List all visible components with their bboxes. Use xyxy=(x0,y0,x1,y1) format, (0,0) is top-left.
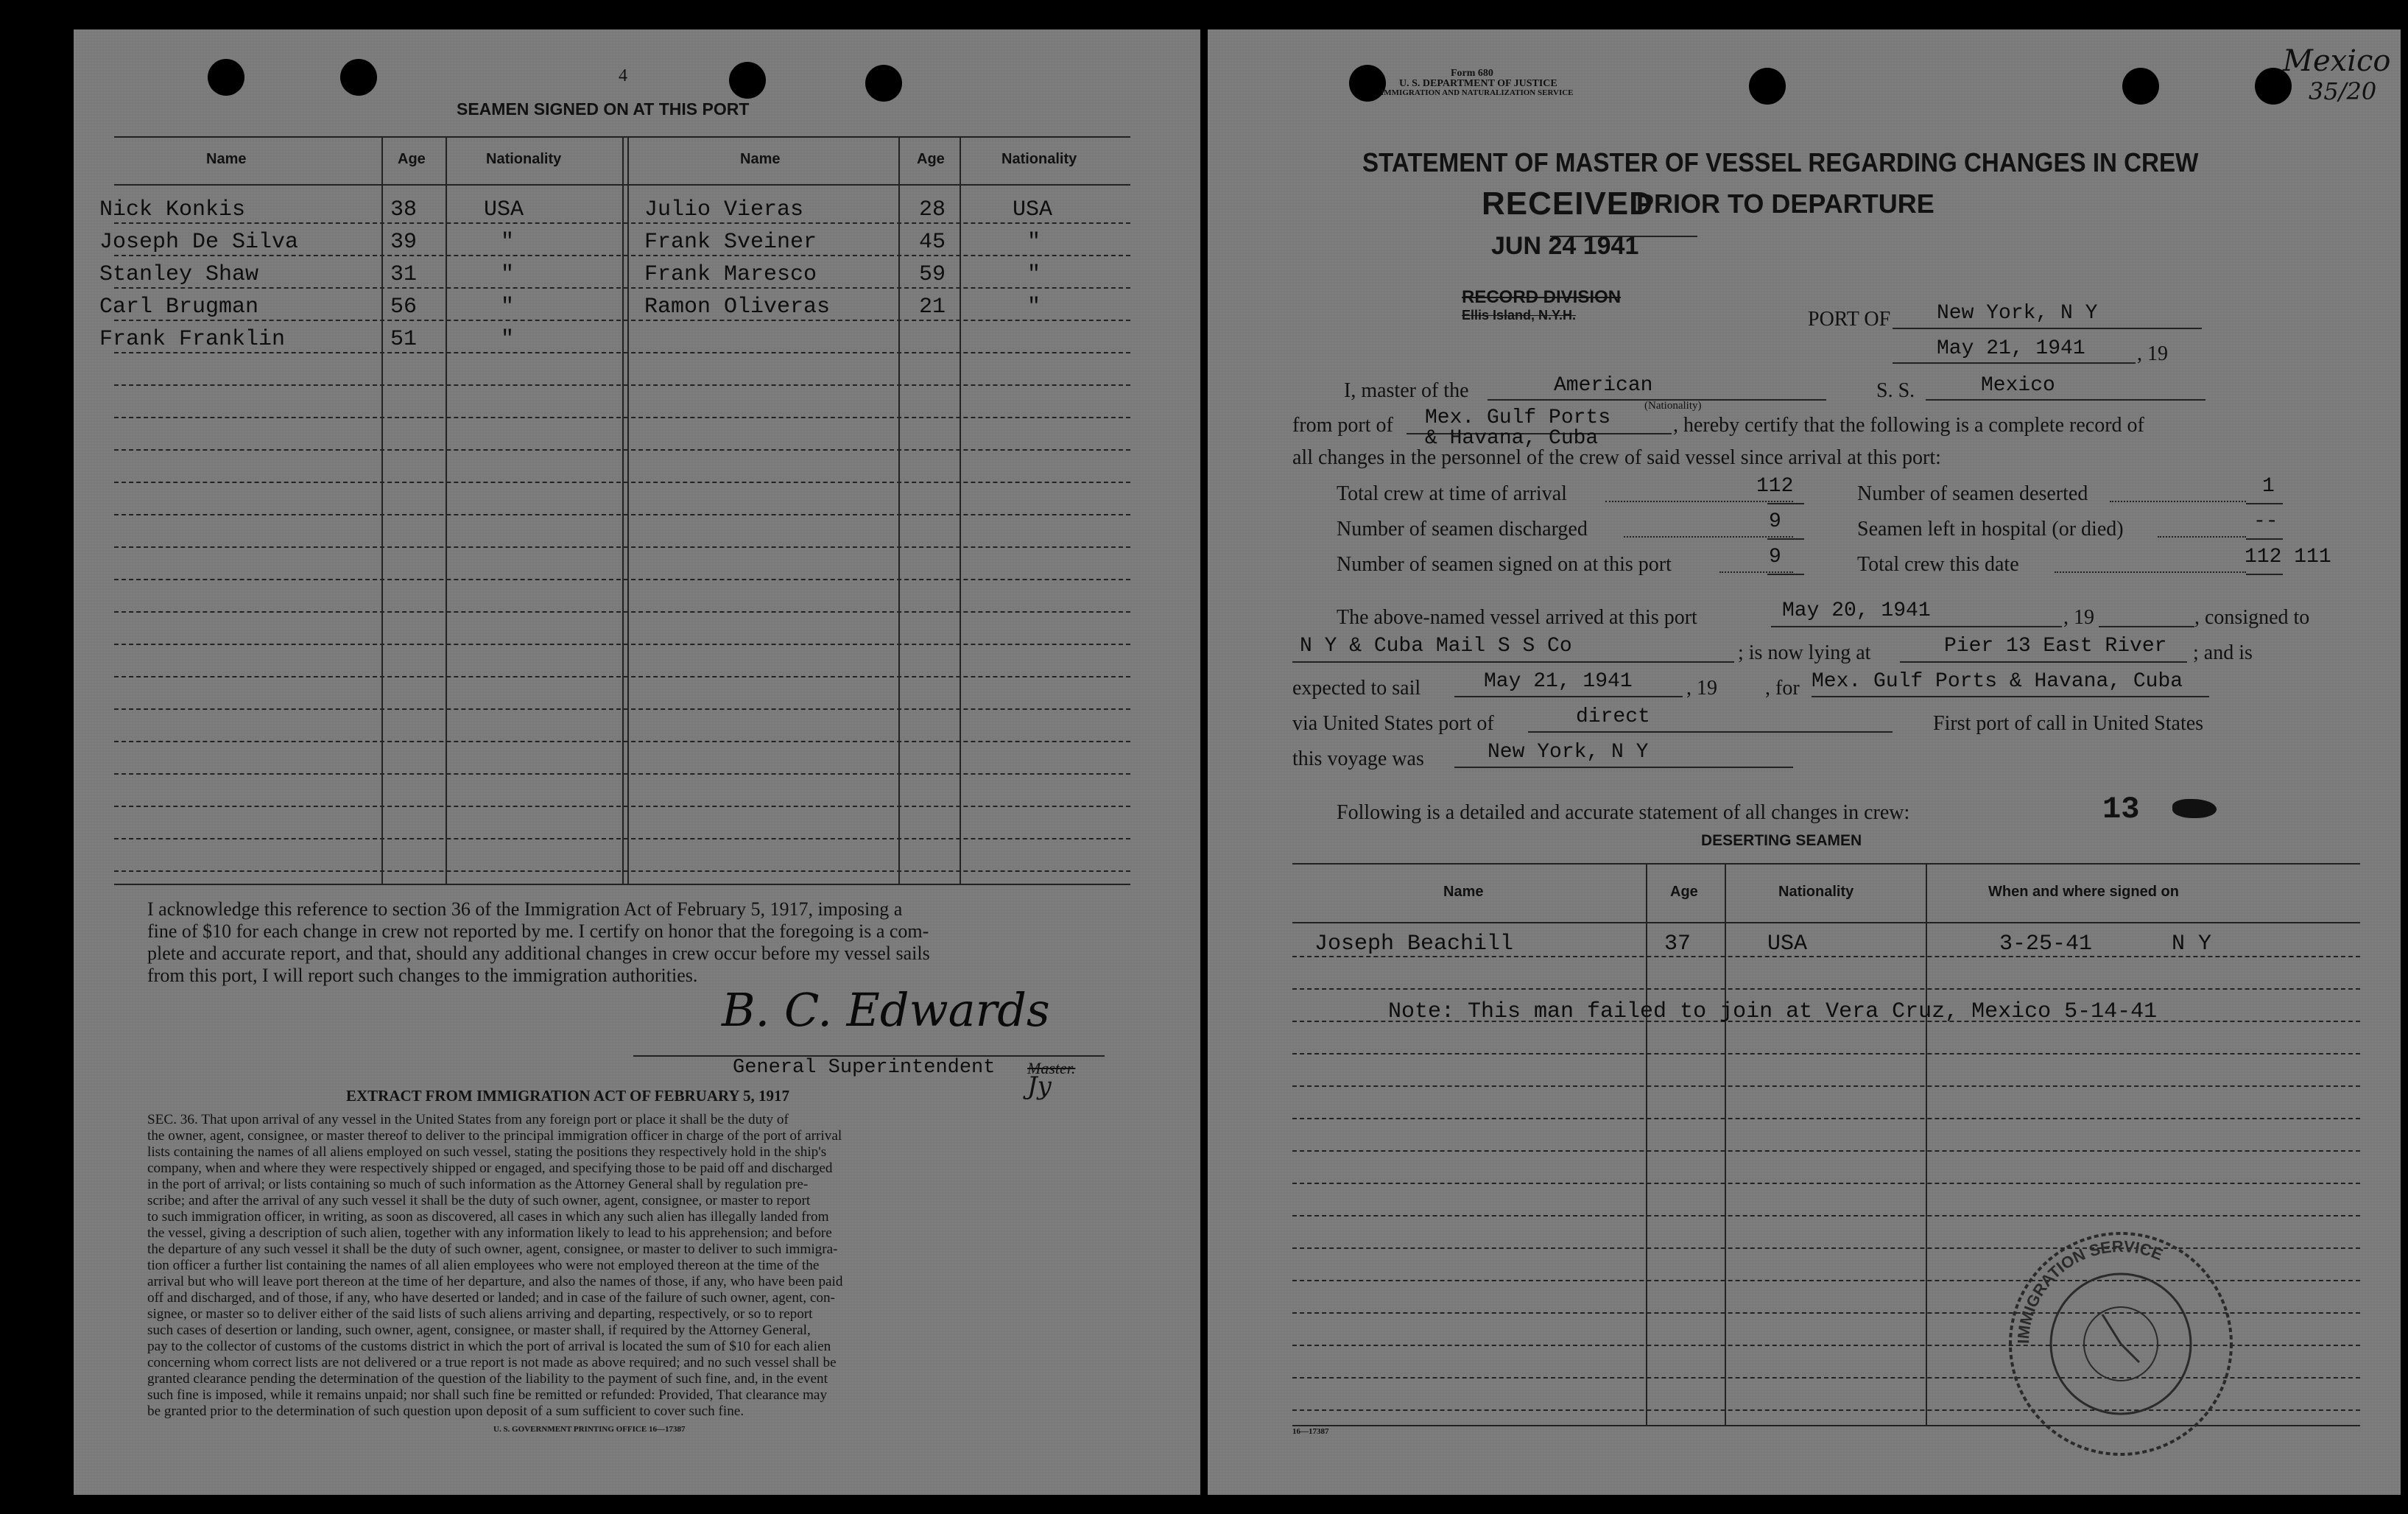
table-row-rule xyxy=(114,708,1130,710)
col-divider xyxy=(446,136,447,884)
seaman-name: Frank Sveiner xyxy=(644,230,817,255)
right-page xyxy=(1208,29,2401,1495)
col-divider xyxy=(1646,863,1647,1425)
immigration-seal xyxy=(1999,1222,2242,1465)
punch-hole xyxy=(340,59,377,96)
form-number: Form 680 xyxy=(1451,68,1493,79)
consignee-value: N Y & Cuba Mail S S Co xyxy=(1300,635,1572,658)
seaman-nationality: " xyxy=(501,295,515,320)
extract-line: SEC. 36. That upon arrival of any vessel in the United States from any foreign port or place it shall be the duty of xyxy=(147,1112,789,1127)
extract-line: granted clearance pending the determination of the question of the liability to the payment of such fine, and, in the event xyxy=(147,1371,828,1387)
consignee-underline xyxy=(1292,661,1734,663)
col-divider xyxy=(1725,863,1726,1425)
date-underline xyxy=(1893,362,2136,364)
for-value: Mex. Gulf Ports & Havana, Cuba xyxy=(1812,670,2183,693)
extract-line: in the port of arrival; or lists containing so much of such information as the Attorney General shall by regulation pre- xyxy=(147,1177,809,1192)
seaman-nationality: " xyxy=(1027,262,1041,287)
table-header-rule xyxy=(1292,922,2360,923)
extract-line: the departure of any such vessel it shall be the duty of such owner, agent, consignee, or master to deliver to such immigra- xyxy=(147,1242,838,1257)
col-divider xyxy=(627,136,629,884)
seaman-nationality: " xyxy=(501,327,515,352)
from-port-label: from port of xyxy=(1292,414,1393,437)
seaman-nationality: " xyxy=(501,230,515,255)
deserter-note: Note: This man failed to join at Vera Cruz, Mexico 5-14-41 xyxy=(1388,999,2158,1024)
stamp-city: Ellis Island, N.Y.H. xyxy=(1462,308,1577,323)
extract-line: signee, or master so to deliver either of the said lists of such aliens arriving and departing, respectively, or so to report xyxy=(147,1306,813,1322)
seaman-name: Frank Franklin xyxy=(99,327,286,352)
extract-line: be granted prior to the determination of such question upon deposit of a sum sufficient to cover such fine. xyxy=(147,1404,744,1419)
table-row-rule xyxy=(1292,1085,2360,1087)
deserter-nationality: USA xyxy=(1767,932,1808,957)
table-row-rule xyxy=(114,546,1130,548)
seaman-nationality: " xyxy=(1027,295,1041,320)
year-underline xyxy=(2099,626,2194,627)
expected-value: May 21, 1941 xyxy=(1484,670,1633,693)
table-row-rule xyxy=(114,320,1130,321)
table-row-rule xyxy=(114,384,1130,386)
lying-value: Pier 13 East River xyxy=(1944,635,2167,658)
leader-dots xyxy=(2110,501,2246,502)
value-underline xyxy=(2246,538,2283,540)
via-label: via United States port of xyxy=(1292,712,1494,735)
seaman-age: 38 xyxy=(390,197,418,222)
punch-hole xyxy=(208,59,244,96)
seal-text: IMMIGRATION SERVICE xyxy=(2013,1236,2166,1345)
extract-line: such fine is imposed, while it remains unpaid; nor shall such fine be remitted or refunded: Provided, That clearance may xyxy=(147,1387,828,1403)
deserted-value: 1 xyxy=(2262,475,2275,498)
extract-line: scribe; and after the arrival of any such vessel it shall be the duty of such owner, agent, consignee, or master to report xyxy=(147,1193,811,1208)
table-row-rule xyxy=(114,870,1130,872)
acknowledgment-text xyxy=(147,898,930,987)
value-underline xyxy=(1767,574,1804,575)
signed-on-label: Number of seamen signed on at this port xyxy=(1337,553,1672,576)
certify-text: , hereby certify that the following is a complete record of xyxy=(1673,414,2144,437)
hospital-label: Seamen left in hospital (or died) xyxy=(1857,518,2124,541)
table-row-rule xyxy=(114,417,1130,418)
acknowledgment-line: I acknowledge this reference to section 36 of the Immigration Act of February 5, 1917, imposing a xyxy=(147,898,903,920)
col-header-name: Name xyxy=(206,151,247,167)
received-stamp: RECEIVED xyxy=(1482,186,1653,222)
extract-line: the vessel, giving a description of such alien, together with any information likely to lead to his apprehension; and before xyxy=(147,1225,832,1241)
extract-line: concerning whom correct lists are not delivered or a true report is not made as above required; and no such vessel shall be xyxy=(147,1355,837,1370)
deserter-name: Joseph Beachill xyxy=(1314,932,1514,957)
discharged-label: Number of seamen discharged xyxy=(1337,518,1588,541)
punch-hole xyxy=(865,65,902,102)
table-row-rule xyxy=(1292,1150,2360,1152)
table-row-rule xyxy=(1292,1053,2360,1054)
via-underline xyxy=(1528,731,1893,733)
expected-label: expected to sail xyxy=(1292,677,1421,700)
punch-hole xyxy=(729,62,766,99)
punch-hole xyxy=(1749,68,1786,105)
table-row-rule xyxy=(114,644,1130,645)
table-row-rule xyxy=(114,838,1130,839)
voyage-value: New York, N Y xyxy=(1488,741,1649,764)
expected-underline xyxy=(1454,696,1683,697)
table-row-rule xyxy=(1292,988,2360,990)
ink-blot xyxy=(2172,799,2217,818)
signature: B. C. Edwards xyxy=(722,983,1050,1037)
for-underline xyxy=(1812,696,2209,697)
value-underline xyxy=(1767,503,1804,504)
handwritten-note: Mexico xyxy=(2283,44,2391,78)
vessel-value: Mexico xyxy=(1981,374,2055,397)
nationality-caption: (Nationality) xyxy=(1644,400,1702,412)
extract-text xyxy=(147,1112,842,1420)
table-row-rule xyxy=(114,352,1130,353)
table-row-rule xyxy=(114,579,1130,580)
stamp-date: JUN 24 1941 xyxy=(1491,232,1639,260)
total-crew-label: Total crew this date xyxy=(1857,553,2019,576)
col-divider xyxy=(381,136,383,884)
extract-title: EXTRACT FROM IMMIGRATION ACT OF FEBRUARY 5, 1917 xyxy=(346,1087,790,1105)
following-value: 13 xyxy=(2102,792,2140,827)
svg-text:IMMIGRATION SERVICE xyxy=(2014,1237,2166,1344)
and-is-label: ; and is xyxy=(2193,641,2253,664)
printing-office: U. S. GOVERNMENT PRINTING OFFICE 16—17387 xyxy=(493,1425,686,1434)
acknowledgment-line: from this port, I will report such changes to the immigration authorities. xyxy=(147,965,698,986)
from-port-value: Mex. Gulf Ports xyxy=(1425,406,1611,429)
voyage-label: this voyage was xyxy=(1292,747,1424,770)
table-row-rule xyxy=(114,255,1130,256)
extract-line: off and discharged, and of those, if any, who have deserted or landed; and in case of the failure of such owner, agent, con- xyxy=(147,1290,835,1306)
table-row-rule xyxy=(114,676,1130,677)
hospital-value: -- xyxy=(2253,510,2278,533)
arrived-underline xyxy=(1771,626,2062,627)
table-row-rule xyxy=(114,773,1130,775)
seaman-nationality: USA xyxy=(1013,197,1053,222)
certify-text: all changes in the personnel of the crew of said vessel since arrival at this port: xyxy=(1292,446,1941,469)
col-header-nationality: Nationality xyxy=(1001,151,1077,167)
extract-line: pay to the collector of customs of the customs district in which the port of arrival is located the sum of $10 for each alien xyxy=(147,1339,831,1354)
col-header-name: Name xyxy=(1443,884,1484,900)
seaman-age: 21 xyxy=(919,295,946,320)
seaman-nationality: USA xyxy=(484,197,524,222)
deserter-age: 37 xyxy=(1664,932,1691,957)
table-row-rule xyxy=(1292,1183,2360,1184)
col-header-nationality: Nationality xyxy=(1778,884,1854,900)
col-divider xyxy=(960,136,961,884)
handwritten-number: 35/20 xyxy=(2309,77,2377,105)
seaman-age: 28 xyxy=(919,197,946,222)
punch-hole xyxy=(2122,68,2159,105)
leader-dots xyxy=(1719,571,1793,573)
extract-line: lists containing the names of all aliens employed on such vessel, stating the positions they respectively hold in the ship's xyxy=(147,1144,827,1160)
footer-code: 16—17387 xyxy=(1292,1427,1329,1436)
value-underline xyxy=(2246,574,2283,575)
table-row-rule xyxy=(114,222,1130,224)
lying-underline xyxy=(1900,661,2187,663)
port-underline xyxy=(1893,328,2202,329)
total-crew-value: 112 111 xyxy=(2245,546,2331,568)
seaman-nationality: " xyxy=(1027,230,1041,255)
leader-dots xyxy=(1624,536,1793,538)
initials: Jy xyxy=(1027,1071,1052,1101)
table-row-rule xyxy=(114,287,1130,289)
signed-on-value: 9 xyxy=(1769,546,1781,568)
seaman-name: Frank Maresco xyxy=(644,262,817,287)
arrived-label: The above-named vessel arrived at this port xyxy=(1337,606,1697,629)
port-value: New York, N Y xyxy=(1937,302,2098,325)
col-header-age: Age xyxy=(1670,884,1698,900)
table-row-rule xyxy=(1292,1118,2360,1119)
deserter-signed-on: 3-25-41 N Y xyxy=(1999,932,2212,957)
expected-suffix: , 19 xyxy=(1686,677,1717,700)
stamp-division: RECORD DIVISION xyxy=(1462,287,1622,307)
table-bottom-rule xyxy=(114,884,1130,885)
col-header-age: Age xyxy=(917,151,945,167)
arrived-suffix: , 19 xyxy=(2063,606,2094,629)
form-subtitle: PRIOR TO DEPARTURE xyxy=(1636,189,1935,219)
deserting-title: DESERTING SEAMEN xyxy=(1701,832,1862,849)
page-number: 4 xyxy=(619,66,627,85)
ss-label: S. S. xyxy=(1876,379,1915,402)
extract-line: such cases of desertion or landing, such owner, agent, consignee, or master shall, if required by the Attorney General, xyxy=(147,1323,811,1338)
for-label: , for xyxy=(1765,677,1800,700)
seaman-name: Stanley Shaw xyxy=(99,262,259,287)
col-divider xyxy=(1926,863,1927,1425)
table-row-rule xyxy=(114,611,1130,613)
seaman-name: Joseph De Silva xyxy=(99,230,299,255)
seaman-age: 56 xyxy=(390,295,418,320)
seaman-name: Carl Brugman xyxy=(99,295,259,320)
col-header-signed-on: When and where signed on xyxy=(1988,884,2179,900)
leader-dots xyxy=(2055,571,2246,573)
voyage-underline xyxy=(1454,767,1793,768)
seaman-nationality: " xyxy=(501,262,515,287)
nationality-value: American xyxy=(1554,374,1653,397)
total-arrival-value: 112 xyxy=(1756,475,1794,498)
table-row-rule xyxy=(1292,1215,2360,1217)
leader-dots xyxy=(1605,501,1793,502)
col-header-name: Name xyxy=(740,151,781,167)
seaman-age: 59 xyxy=(919,262,946,287)
first-port-label: First port of call in United States xyxy=(1933,712,2204,735)
table-row-rule xyxy=(114,741,1130,742)
total-arrival-label: Total crew at time of arrival xyxy=(1337,482,1567,505)
seaman-name: Ramon Oliveras xyxy=(644,295,831,320)
table-top-rule xyxy=(1292,863,2360,865)
date-value: May 21, 1941 xyxy=(1937,337,2085,360)
acknowledgment-line: fine of $10 for each change in crew not reported by me. I certify on honor that the foregoing is a com- xyxy=(147,920,929,942)
table-row-rule xyxy=(114,514,1130,515)
date-suffix: , 19 xyxy=(2137,342,2168,365)
seaman-age: 39 xyxy=(390,230,418,255)
seaman-name: Julio Vieras xyxy=(644,197,804,222)
discharged-value: 9 xyxy=(1769,510,1781,533)
value-underline xyxy=(2246,503,2283,504)
leader-dots xyxy=(2158,536,2246,538)
acknowledgment-line: plete and accurate report, and that, should any additional changes in crew occur before my vessel sails xyxy=(147,943,930,964)
col-header-age: Age xyxy=(398,151,426,167)
seaman-name: Nick Konkis xyxy=(99,197,246,222)
col-header-nationality: Nationality xyxy=(486,151,562,167)
table-row-rule xyxy=(114,806,1130,807)
from-port-value: & Havana, Cuba xyxy=(1425,427,1599,450)
form-title: STATEMENT OF MASTER OF VESSEL REGARDING CHANGES IN CREW xyxy=(1362,147,2199,177)
table-row-rule xyxy=(114,482,1130,483)
signer-title: General Superintendent xyxy=(733,1057,996,1079)
master-of-label: I, master of the xyxy=(1344,379,1469,402)
seaman-age: 45 xyxy=(919,230,946,255)
section-title: SEAMEN SIGNED ON AT THIS PORT xyxy=(457,99,750,119)
master-label: Master. xyxy=(1027,1059,1076,1077)
extract-line: the owner, agent, consignee, or master thereof to deliver to the principal immigration officer in charge of the port of arrival xyxy=(147,1128,842,1144)
lying-label: ; is now lying at xyxy=(1738,641,1871,664)
col-divider xyxy=(898,136,900,884)
deserted-label: Number of seamen deserted xyxy=(1857,482,2088,505)
following-label: Following is a detailed and accurate statement of all changes in crew: xyxy=(1337,801,1910,824)
left-page xyxy=(74,29,1200,1495)
seaman-age: 31 xyxy=(390,262,418,287)
extract-line: company, when and where they were respectively shipped or engaged, and specifying those to be paid off and discharged xyxy=(147,1161,833,1176)
department: U. S. DEPARTMENT OF JUSTICE xyxy=(1399,78,1557,89)
extract-line: tion officer a further list containing the names of all alien employees who were not employed thereon at the time of the xyxy=(147,1258,820,1273)
consigned-label: , consigned to xyxy=(2194,606,2310,629)
table-row-rule xyxy=(114,449,1130,451)
port-label: PORT OF xyxy=(1808,308,1891,331)
extract-line: to such immigration officer, in writing, as soon as discovered, all cases in which any such alien has illegally landed from xyxy=(147,1209,829,1225)
extract-line: arrival but who will leave port thereon at the time of her departure, and also the names of those, if any, who have been paid xyxy=(147,1274,843,1289)
value-underline xyxy=(1767,538,1804,540)
via-value: direct xyxy=(1576,705,1650,728)
seaman-age: 51 xyxy=(390,327,418,352)
service: IMMIGRATION AND NATURALIZATION SERVICE xyxy=(1381,88,1574,97)
col-divider xyxy=(622,136,624,884)
vessel-underline xyxy=(1926,399,2205,401)
arrived-value: May 20, 1941 xyxy=(1782,599,1931,622)
